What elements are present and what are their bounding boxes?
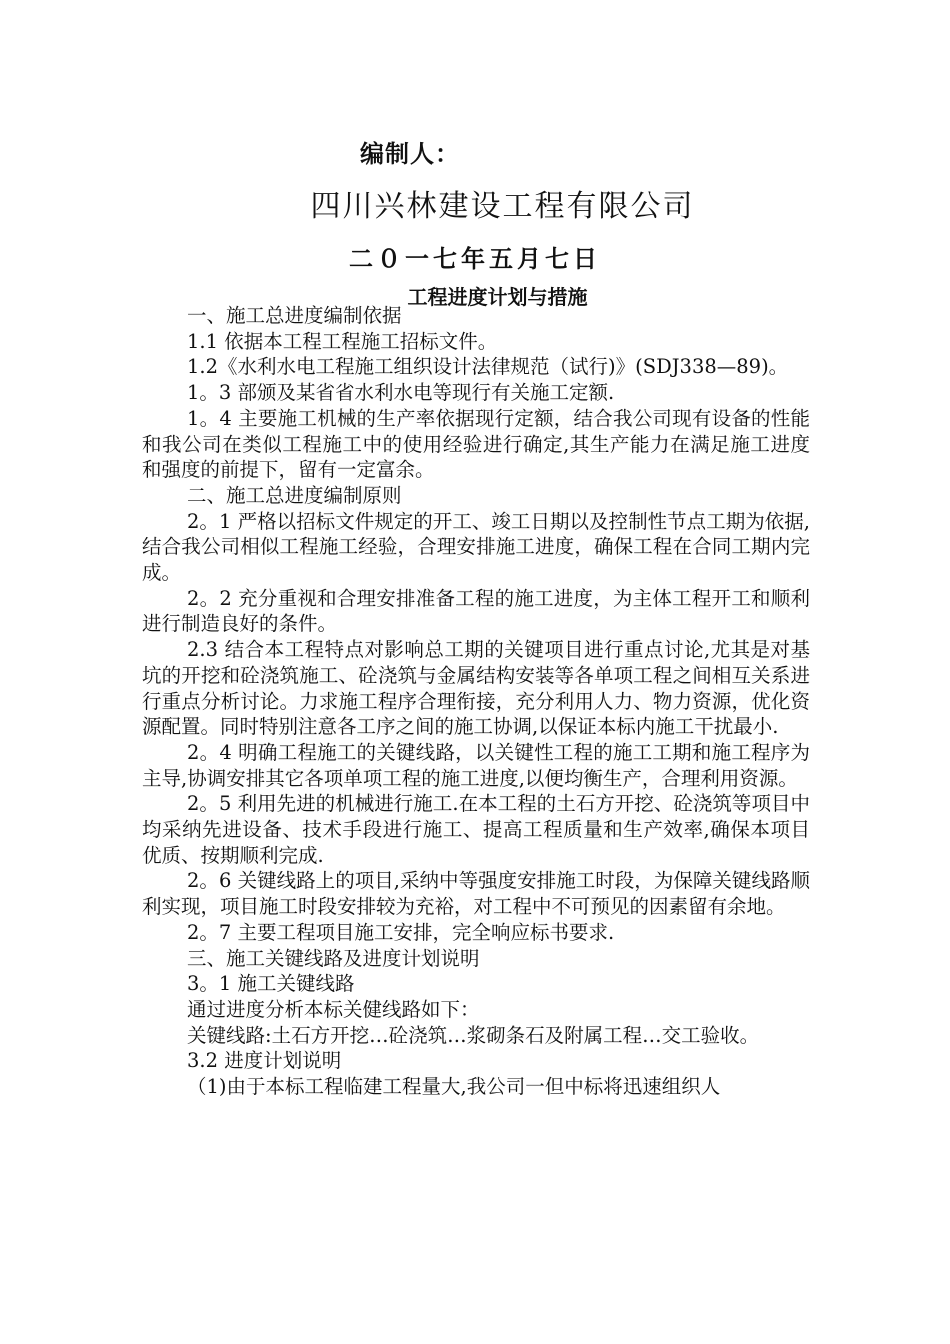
paragraph: 2。1 严格以招标文件规定的开工、竣工日期以及控制性节点工期为依据,结合我公司相似工程施工经验，合理安排施工进度，确保工程在合同工期内完成。 xyxy=(142,509,810,585)
paragraph: 1。3 部颁及某省省水利水电等现行有关施工定额. xyxy=(187,381,615,405)
section-heading: 三、施工关键线路及进度计划说明 xyxy=(187,946,480,970)
paragraph: 2.3 结合本工程特点对影响总工期的关键项目进行重点讨论,尤其是对基坑的开挖和砼浇筑施工、砼浇筑与金属结构安装等各单项工程之间相互关系进行重点分析讨论。力求施工程序合理衔接，充分利用人力、物力资源，优化资源配置。同时特别注意各工序之间的施工协调,以保证本标内施工干扰最小. xyxy=(142,638,810,739)
document-body xyxy=(142,303,810,1100)
document-title: 工程进度计划与措施 xyxy=(407,285,588,309)
paragraph: 1。4 主要施工机械的生产率依据现行定额，结合我公司现有设备的性能和我公司在类似工程施工中的使用经验进行确定,其生产能力在满足施工进度和强度的前提下，留有一定富余。 xyxy=(142,406,810,482)
section-heading: 二、施工总进度编制原则 xyxy=(187,483,402,507)
author-label: 编制人： xyxy=(360,140,460,168)
paragraph: 通过进度分析本标关健线路如下： xyxy=(187,997,480,1021)
paragraph: 1.2《水利水电工程施工组织设计法律规范（试行)》(SDJ338—89)。 xyxy=(187,355,789,379)
paragraph: 2。4 明确工程施工的关键线路，以关键性工程的施工工期和施工程序为主导,协调安排其它各项单项工程的施工进度,以便均衡生产，合理利用资源。 xyxy=(142,740,810,790)
paragraph: 1.1 依据本工程工程施工招标文件。 xyxy=(187,329,498,353)
paragraph: 关键线路:土石方开挖…砼浇筑…浆砌条石及附属工程…交工验收。 xyxy=(187,1023,760,1047)
paragraph: （1)由于本标工程临建工程量大,我公司一但中标将迅速组织人 xyxy=(187,1075,721,1099)
paragraph: 3。1 施工关键线路 xyxy=(187,972,355,996)
paragraph: 2。7 主要工程项目施工安排，完全响应标书要求. xyxy=(187,920,615,944)
paragraph: 2。5 利用先进的机械进行施工.在本工程的土石方开挖、砼浇筑等项目中均采纳先进设备、技术手段进行施工、提高工程质量和生产效率,确保本项目优质、按期顺利完成. xyxy=(142,792,810,867)
document-date: 二０一七年五月七日 xyxy=(349,245,601,273)
paragraph: 3.2 进度计划说明 xyxy=(187,1049,342,1073)
section-heading: 一、施工总进度编制依据 xyxy=(187,304,402,327)
paragraph: 2。2 充分重视和合理安排准备工程的施工进度，为主体工程开工和顺利进行制造良好的条件。 xyxy=(142,586,810,636)
paragraph: 2。6 关键线路上的项目,采纳中等强度安排施工时段，为保障关键线路顺利实现，项目施工时段安排较为充裕，对工程中不可预见的因素留有余地。 xyxy=(142,869,810,919)
company-name: 四川兴林建设工程有限公司 xyxy=(310,189,695,224)
